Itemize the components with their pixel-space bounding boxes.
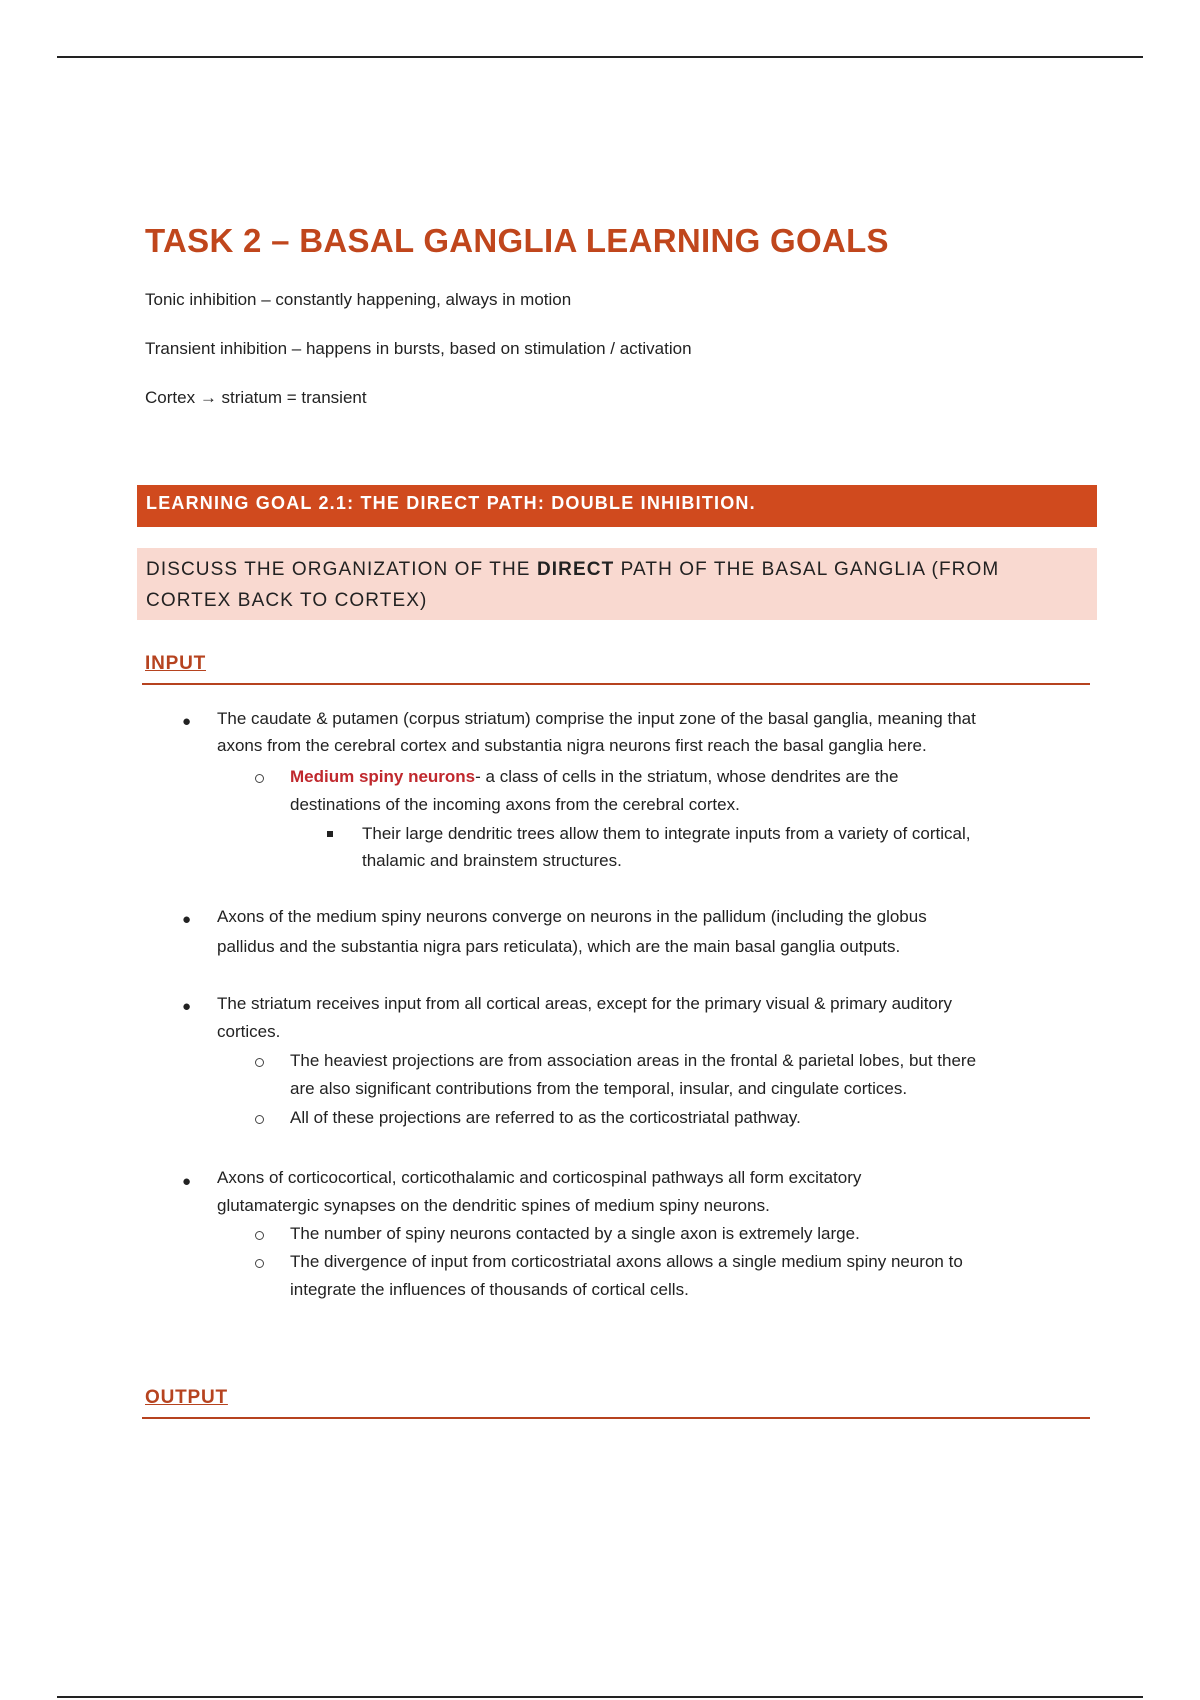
bullet-icon: ● [182,713,192,730]
section-heading-input: INPUT [145,653,206,674]
intro-tonic-inhibition: Tonic inhibition – constantly happening, always in motion [145,290,572,309]
bullet-1-tertiary-line-2: thalamic and brainstem structures. [362,851,622,870]
discuss-emphasis: DIRECT [536,559,615,580]
discuss-question-box [137,548,1097,620]
learning-goal-banner: LEARNING GOAL 2.1: THE DIRECT PATH: DOUBLE INHIBITION. [137,485,1097,527]
intro-cortex-label: Cortex [145,388,196,407]
bullet-1-sub-1-rest: - a class of cells in the striatum, whose dendrites are the [475,767,899,786]
bullet-1-line-2: axons from the cerebral cortex and substantia nigra neurons first reach the basal ganglia here. [217,736,927,755]
highlight-term-medium-spiny-neurons: Medium spiny neurons [290,767,476,786]
bullet-1-line-1: The caudate & putamen (corpus striatum) comprise the input zone of the basal ganglia, meaning that [217,709,976,728]
page-title: TASK 2 – BASAL GANGLIA LEARNING GOALS [145,222,889,259]
section-rule-output [142,1417,1090,1419]
discuss-text-line2: CORTEX BACK TO CORTEX) [146,590,428,611]
sub-bullet-icon [255,1115,264,1124]
bullet-2-line-1: Axons of the medium spiny neurons converge on neurons in the pallidum (including the globus [217,907,927,926]
bullet-1-sub-1-line-2: destinations of the incoming axons from the cerebral cortex. [290,795,740,814]
intro-striatum-label: striatum = transient [221,388,367,407]
section-rule-input [142,683,1090,685]
sub-bullet-icon [255,1058,264,1067]
discuss-text-start: DISCUSS THE ORGANIZATION OF THE [146,559,537,580]
bullet-4-sub-2-line-1: The divergence of input from corticostriatal axons allows a single medium spiny neuron to [290,1252,963,1271]
bullet-3-sub-2: All of these projections are referred to as the corticostriatal pathway. [290,1108,801,1127]
arrow-right-icon: → [199,388,217,407]
tertiary-bullet-icon [327,831,333,837]
bullet-icon: ● [182,1173,192,1190]
bullet-4-line-2: glutamatergic synapses on the dendritic spines of medium spiny neurons. [217,1196,770,1215]
intro-cortex-striatum [145,388,367,408]
section-heading-output: OUTPUT [145,1387,228,1408]
intro-transient-inhibition: Transient inhibition – happens in bursts, based on stimulation / activation [145,339,692,358]
bullet-1-sub-1-line-1 [290,763,898,791]
sub-bullet-icon [255,1259,264,1268]
bullet-icon: ● [182,911,192,928]
sub-bullet-icon [255,1231,264,1240]
bullet-1-tertiary-line-1: Their large dendritic trees allow them to integrate inputs from a variety of cortical, [362,824,971,843]
bullet-2-line-2: pallidus and the substantia nigra pars reticulata), which are the main basal ganglia outputs. [217,937,901,956]
bullet-3-sub-1-line-1: The heaviest projections are from association areas in the frontal & parietal lobes, but there [290,1051,977,1070]
bullet-4-sub-2-line-2: integrate the influences of thousands of cortical cells. [290,1280,689,1299]
bullet-4-sub-1: The number of spiny neurons contacted by a single axon is extremely large. [290,1224,860,1243]
page-top-rule [57,56,1143,58]
bullet-4-line-1: Axons of corticocortical, corticothalamic and corticospinal pathways all form excitatory [217,1168,862,1187]
discuss-text-end: PATH OF THE BASAL GANGLIA (FROM [614,559,1000,580]
sub-bullet-icon [255,774,264,783]
page-bottom-rule [57,1696,1143,1698]
bullet-3-line-1: The striatum receives input from all cortical areas, except for the primary visual & primary auditory [217,994,953,1013]
bullet-icon: ● [182,998,192,1015]
bullet-3-sub-1-line-2: are also significant contributions from the temporal, insular, and cingulate cortices. [290,1079,908,1098]
bullet-3-line-2: cortices. [217,1022,281,1041]
